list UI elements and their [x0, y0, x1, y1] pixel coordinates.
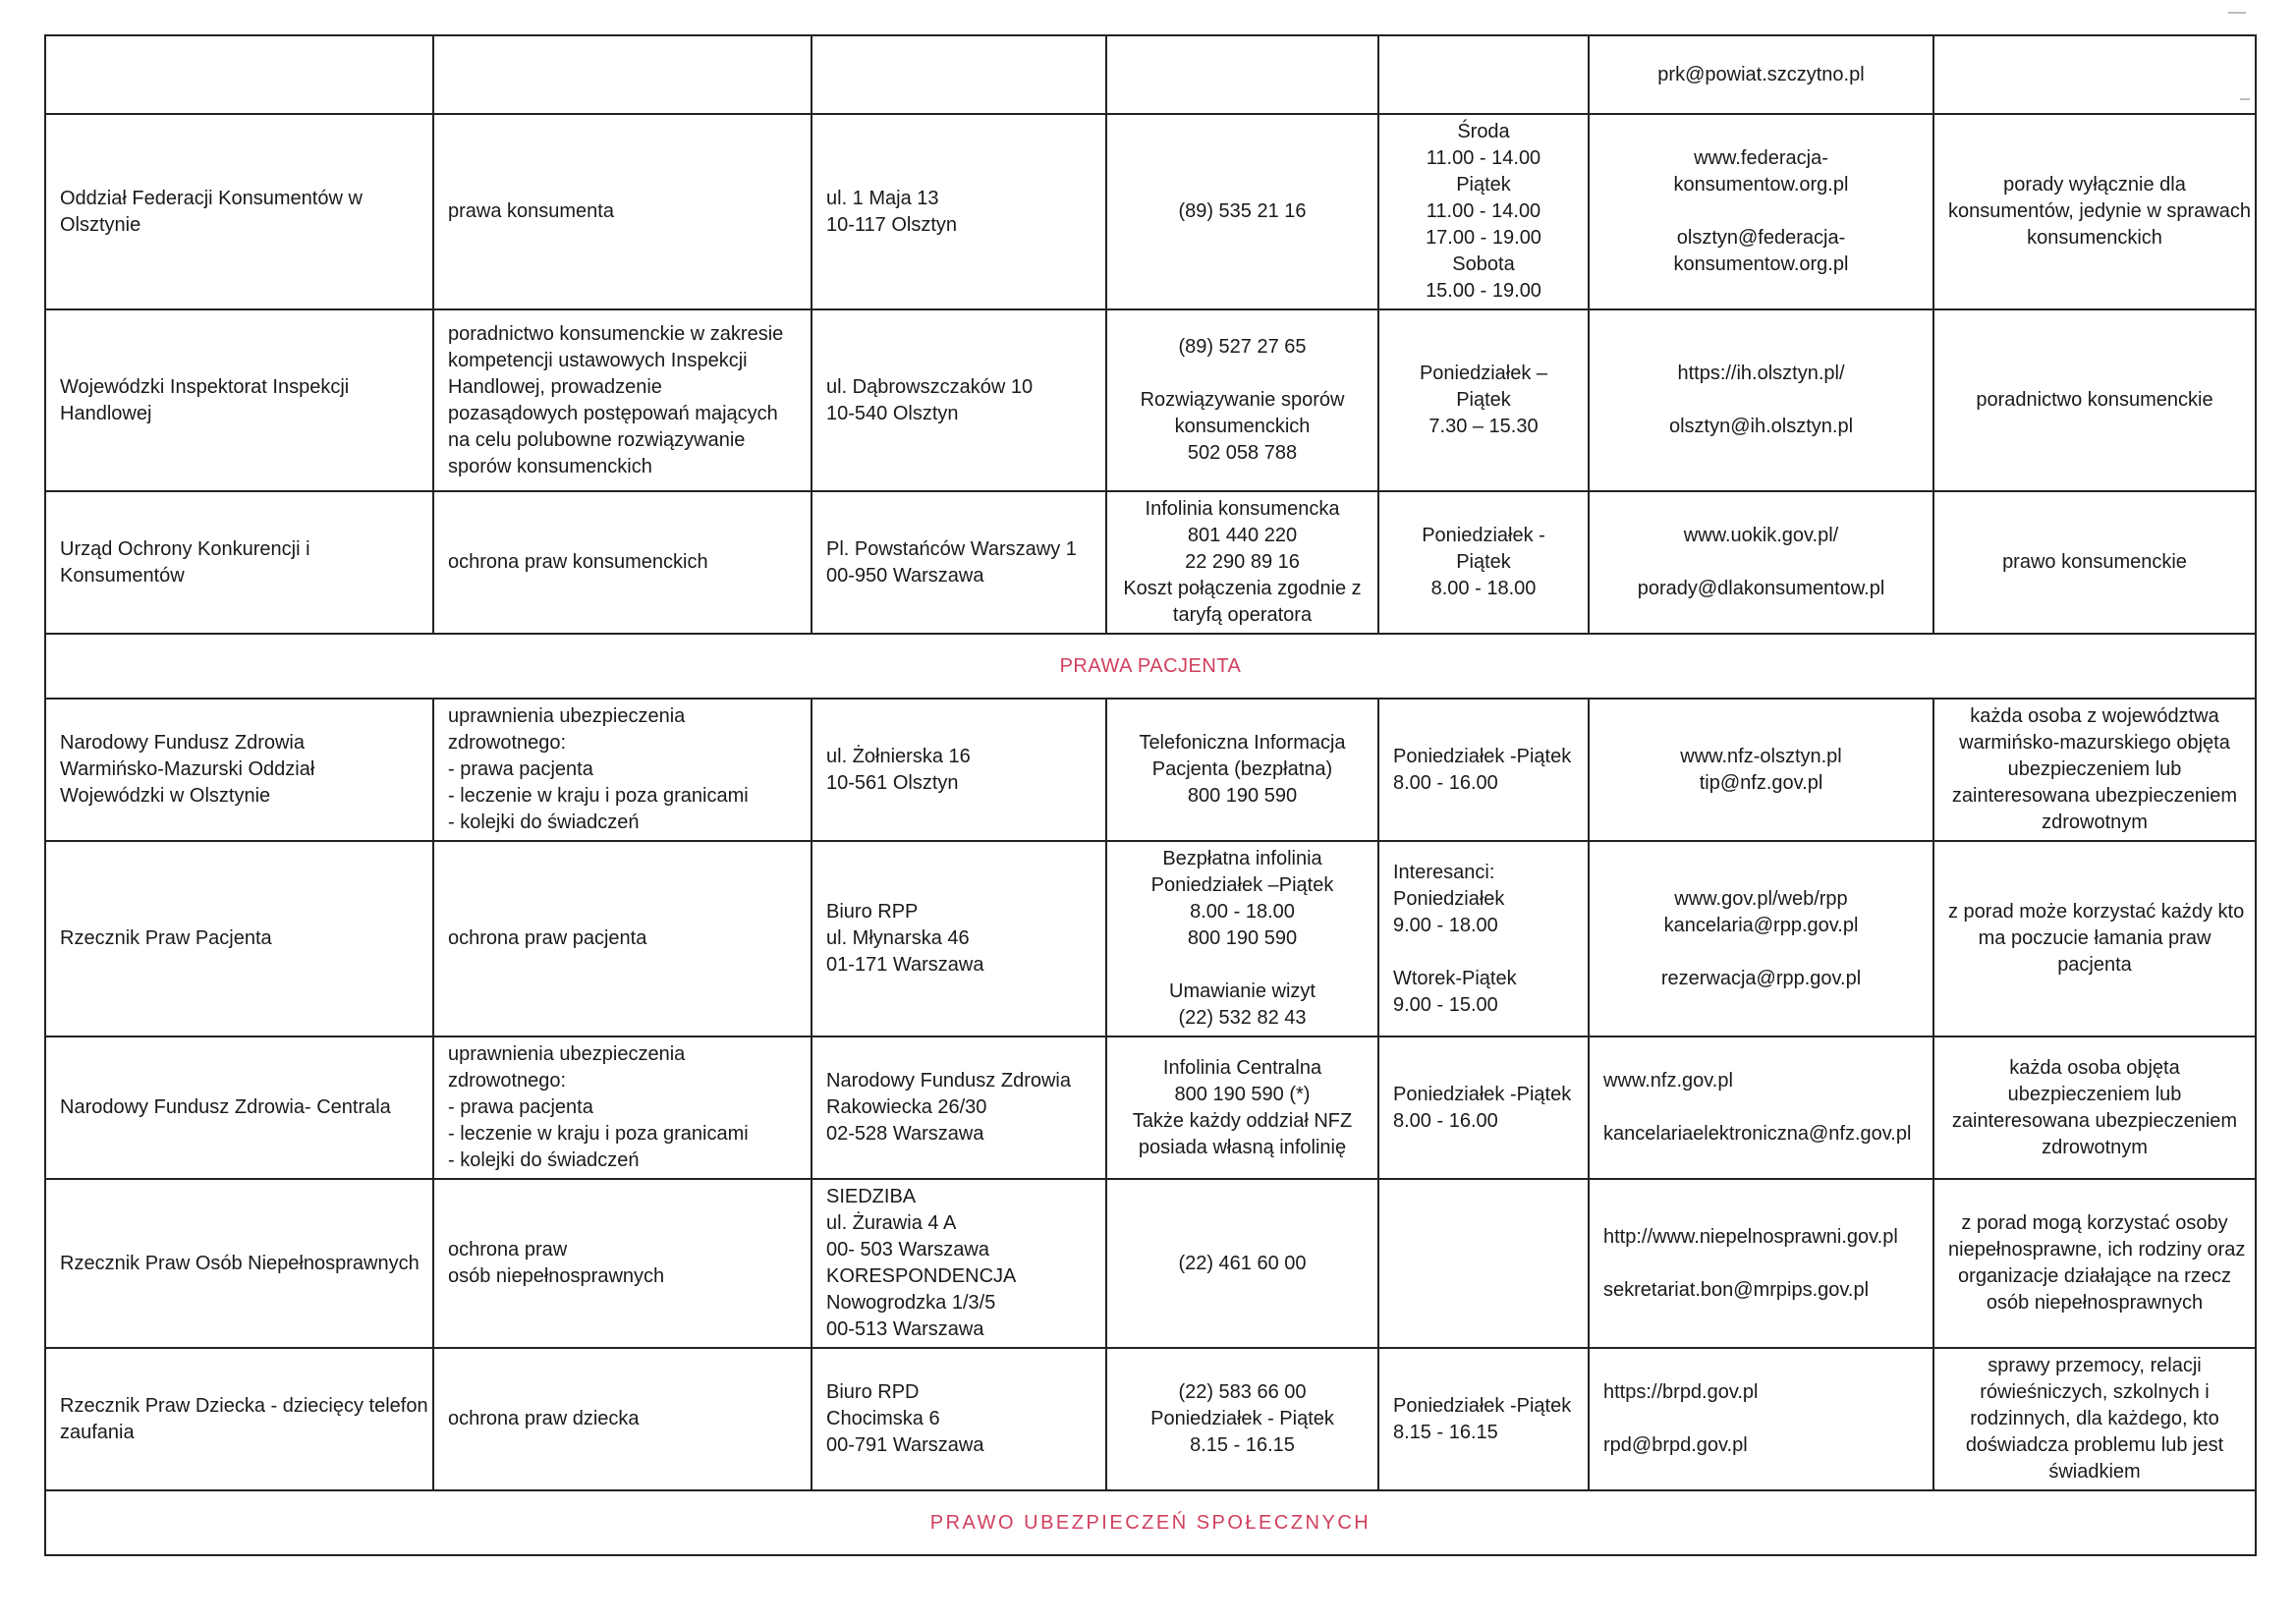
cell-contact	[1589, 35, 1933, 114]
text-line: ul. Żurawia 4 A	[826, 1212, 957, 1234]
cell-hours	[1378, 1348, 1589, 1490]
text-line: Olsztynie	[60, 213, 141, 236]
text-line: 00- 503 Warszawa	[826, 1239, 989, 1260]
text-line: 00-950 Warszawa	[826, 564, 984, 587]
table-row	[45, 699, 2256, 841]
text-line: Handlowej, prowadzenie	[448, 375, 662, 398]
text-line: ochrona praw	[448, 1239, 568, 1260]
section-heading: PRAWO UBEZPIECZEŃ SPOŁECZNYCH	[45, 1490, 2256, 1555]
text-line: Biuro RPD	[826, 1381, 920, 1403]
text-line: - prawa pacjenta	[448, 758, 593, 780]
contact-email: prk@powiat.szczytno.pl	[1657, 63, 1865, 85]
text-line: prawo konsumenckie	[2002, 551, 2187, 573]
cell-address	[812, 1036, 1106, 1179]
scan-mark	[2228, 12, 2246, 14]
text-line: zaufania	[60, 1421, 135, 1443]
text-line: ma poczucie łamania praw	[1978, 927, 2212, 949]
cell-phone	[1106, 1348, 1378, 1490]
cell-address	[812, 309, 1106, 491]
contact-line	[1603, 387, 1919, 414]
cell-hours	[1378, 1036, 1589, 1179]
text-line: 8.00 - 16.00	[1393, 1109, 1498, 1132]
text-line: Sobota	[1452, 253, 1515, 275]
table-row	[45, 1179, 2256, 1348]
text-line: konsumentów, jedynie w sprawach	[1948, 200, 2251, 222]
text-line: uprawnienia ubezpieczenia	[448, 1043, 686, 1065]
cell-name	[45, 114, 433, 309]
text-line: zainteresowana ubezpieczeniem	[1951, 1109, 2238, 1132]
text-line: osób niepełnosprawnych	[448, 1265, 665, 1287]
cell-address	[812, 1179, 1106, 1348]
text-line: (89) 535 21 16	[1178, 200, 1307, 222]
cell-scope	[433, 114, 812, 309]
text-line: Interesanci:	[1393, 861, 1495, 883]
text-line: 800 190 590	[1187, 785, 1298, 807]
text-line: (22) 532 82 43	[1178, 1007, 1307, 1029]
text-line: konsumenckich	[2027, 227, 2162, 249]
text-line	[1121, 952, 1364, 979]
text-line: Piątek	[1456, 174, 1511, 196]
text-line: (22) 583 66 00	[1178, 1381, 1307, 1403]
cell-notes	[1933, 491, 2256, 634]
text-line: organizacje działające na rzecz	[1958, 1265, 2231, 1287]
text-line: Poniedziałek -	[1422, 525, 1545, 546]
cell-name	[45, 491, 433, 634]
cell-scope	[433, 491, 812, 634]
cell-notes	[1933, 841, 2256, 1036]
table-row	[45, 1348, 2256, 1490]
text-line: ul. Dąbrowszczaków 10	[826, 375, 1034, 398]
text-line: 8.00 - 18.00	[1430, 578, 1537, 599]
text-line: Handlowej	[60, 402, 152, 424]
text-line: pozasądowych postępowań mających	[448, 402, 778, 424]
text-line: 11.00 - 14.00	[1426, 200, 1541, 222]
contact-line: porady@dlakonsumentow.pl	[1637, 578, 1885, 599]
cell-notes	[1933, 114, 2256, 309]
text-line: ubezpieczeniem lub	[2007, 758, 2182, 780]
cell-phone	[1106, 1036, 1378, 1179]
text-line: 22 290 89 16	[1185, 551, 1300, 573]
contact-line: www.uokik.gov.pl/	[1683, 525, 1839, 546]
text-line: Warmińsko-Mazurski Oddział	[60, 758, 315, 780]
text-line	[1393, 939, 1574, 966]
text-line: każda osoba objęta	[2009, 1056, 2180, 1079]
text-line: Piątek	[1456, 389, 1511, 411]
cell-name	[45, 309, 433, 491]
text-line: Poniedziałek -Piątek	[1393, 1083, 1572, 1105]
contact-line: olsztyn@ih.olsztyn.pl	[1668, 416, 1854, 437]
text-line: 502 058 788	[1187, 442, 1298, 464]
contact-line: konsumentow.org.pl	[1673, 253, 1849, 275]
text-line: ochrona praw konsumenckich	[448, 551, 708, 573]
cell-scope	[433, 1036, 812, 1179]
cell-hours	[1378, 491, 1589, 634]
cell-hours	[1378, 114, 1589, 309]
text-line: Wojewódzki Inspektorat Inspekcji	[60, 375, 350, 398]
table-row	[45, 491, 2256, 634]
text-line: poradnictwo konsumenckie w zakresie	[448, 322, 784, 345]
text-line: Także każdy oddział NFZ	[1132, 1109, 1353, 1132]
text-line: 00-513 Warszawa	[826, 1318, 984, 1340]
text-line: sprawy przemocy, relacji	[1988, 1355, 2202, 1376]
cell-scope	[433, 1348, 812, 1490]
cell-name	[45, 699, 433, 841]
cell-notes	[1933, 1036, 2256, 1179]
text-line: 800 190 590 (*)	[1174, 1083, 1311, 1105]
text-line: Piątek	[1456, 551, 1511, 573]
text-line: Poniedziałek –Piątek	[1150, 874, 1334, 896]
text-line: 02-528 Warszawa	[826, 1123, 984, 1145]
text-line: Narodowy Fundusz Zdrowia- Centrala	[60, 1096, 391, 1118]
text-line: Narodowy Fundusz Zdrowia	[60, 732, 305, 754]
contact-line: rezerwacja@rpp.gov.pl	[1660, 967, 1862, 989]
text-line: 8.00 - 16.00	[1393, 771, 1498, 794]
text-line: sporów konsumenckich	[448, 455, 652, 477]
text-line: świadkiem	[2048, 1461, 2141, 1483]
cell-name	[45, 1179, 433, 1348]
cell-address	[812, 491, 1106, 634]
text-line: Nowogrodzka 1/3/5	[826, 1292, 996, 1314]
text-line: Infolinia Centralna	[1162, 1056, 1322, 1079]
text-line: 00-791 Warszawa	[826, 1434, 984, 1456]
table-row	[45, 1036, 2256, 1179]
text-line: 801 440 220	[1187, 525, 1298, 546]
text-line: Rzecznik Praw Pacjenta	[60, 927, 272, 949]
contact-line	[1603, 198, 1919, 225]
text-line: 10-117 Olsztyn	[826, 213, 958, 236]
text-line: pacjenta	[2057, 954, 2132, 976]
text-line: 10-540 Olsztyn	[826, 402, 959, 424]
text-line: Narodowy Fundusz Zdrowia	[826, 1070, 1071, 1092]
cell-contact	[1589, 1348, 1933, 1490]
cell-address	[812, 114, 1106, 309]
text-line: zdrowotnym	[2042, 1136, 2148, 1158]
cell-notes	[1933, 699, 2256, 841]
scan-mark	[2240, 98, 2250, 100]
text-line: zdrowotnego:	[448, 732, 567, 754]
text-line: 7.30 – 15.30	[1428, 416, 1539, 437]
text-line: Biuro RPP	[826, 901, 919, 923]
cell-contact	[1589, 841, 1933, 1036]
document-page	[44, 34, 2255, 1556]
text-line: Bezpłatna infolinia	[1162, 848, 1322, 869]
contact-line: www.nfz-olsztyn.pl	[1680, 745, 1842, 767]
text-line: 8.00 - 18.00	[1190, 901, 1295, 923]
text-line: Poniedziałek –	[1419, 363, 1548, 384]
text-line: ul. 1 Maja 13	[826, 187, 939, 209]
cell-scope	[433, 699, 812, 841]
contact-line: http://www.niepelnosprawni.gov.pl	[1603, 1225, 1898, 1248]
text-line: 9.00 - 18.00	[1393, 914, 1498, 936]
text-line: uprawnienia ubezpieczenia	[448, 705, 686, 727]
text-line: (22) 461 60 00	[1178, 1252, 1307, 1274]
contact-line	[1603, 939, 1919, 966]
text-line: 01-171 Warszawa	[826, 954, 984, 976]
text-line: Umawianie wizyt	[1169, 980, 1316, 1002]
table-row	[45, 841, 2256, 1036]
text-line: zainteresowana ubezpieczeniem	[1951, 785, 2238, 807]
contact-line: https://brpd.gov.pl	[1603, 1381, 1759, 1403]
text-line: konsumenckich	[1174, 416, 1311, 437]
cell-address	[812, 841, 1106, 1036]
text-line: z porad mogą korzystać osoby	[1961, 1212, 2228, 1234]
text-line: taryfą operatora	[1172, 604, 1313, 626]
text-line: 8.15 - 16.15	[1190, 1434, 1295, 1456]
cell-contact	[1589, 309, 1933, 491]
text-line: warmińsko-mazurskiego objęta	[1959, 732, 2230, 754]
cell-name	[45, 841, 433, 1036]
contact-line	[1603, 549, 1919, 576]
text-line: - prawa pacjenta	[448, 1096, 593, 1118]
text-line: 800 190 590	[1187, 927, 1298, 949]
cell-contact	[1589, 1036, 1933, 1179]
text-line: na celu polubowne rozwiązywanie	[448, 428, 746, 451]
text-line: poradnictwo konsumenckie	[1976, 389, 2213, 411]
text-line: prawa konsumenta	[448, 200, 614, 222]
cell-hours	[1378, 1179, 1589, 1348]
cell-scope	[433, 841, 812, 1036]
contact-line	[1603, 1251, 1919, 1277]
cell-phone	[1106, 114, 1378, 309]
text-line: 9.00 - 15.00	[1393, 993, 1498, 1016]
text-line: Koszt połączenia zgodnie z	[1123, 578, 1362, 599]
contact-line: konsumentow.org.pl	[1673, 174, 1849, 196]
cell-address	[812, 1348, 1106, 1490]
text-line: posiada własną infolinię	[1138, 1136, 1347, 1158]
text-line: zdrowotnym	[2042, 812, 2148, 833]
text-line: Wtorek-Piątek	[1393, 967, 1517, 989]
contact-line: kancelariaelektroniczna@nfz.gov.pl	[1603, 1123, 1912, 1145]
text-line: porady wyłącznie dla	[2003, 174, 2186, 196]
text-line: z porad może korzystać każdy kto	[1948, 901, 2245, 923]
cell-notes	[1933, 35, 2256, 114]
text-line: ochrona praw pacjenta	[448, 927, 647, 949]
cell-phone	[1106, 699, 1378, 841]
contact-line: https://ih.olsztyn.pl/	[1677, 363, 1845, 384]
text-line: Rozwiązywanie sporów	[1140, 389, 1345, 411]
cell-address	[812, 35, 1106, 114]
text-line: Rzecznik Praw Osób Niepełnosprawnych	[60, 1252, 420, 1274]
top-row	[45, 35, 2256, 114]
text-line: SIEDZIBA	[826, 1186, 917, 1207]
text-line: ubezpieczeniem lub	[2007, 1083, 2182, 1105]
text-line: Rzecznik Praw Dziecka - dziecięcy telefon	[60, 1394, 428, 1417]
cell-contact	[1589, 491, 1933, 634]
cell-hours	[1378, 309, 1589, 491]
cell-hours	[1378, 35, 1589, 114]
contact-line	[1603, 1094, 1919, 1121]
contact-line: kancelaria@rpp.gov.pl	[1663, 914, 1859, 936]
text-line: Pacjenta (bezpłatna)	[1151, 758, 1333, 780]
text-line: Poniedziałek - Piątek	[1150, 1408, 1334, 1429]
cell-scope	[433, 1179, 812, 1348]
text-line: (89) 527 27 65	[1178, 336, 1307, 358]
text-line: Wojewódzki w Olsztynie	[60, 785, 271, 807]
text-line: Poniedziałek -Piątek	[1393, 1394, 1572, 1417]
cell-name	[45, 35, 433, 114]
text-line: kompetencji ustawowych Inspekcji	[448, 349, 748, 371]
contact-line: olsztyn@federacja-	[1676, 227, 1846, 249]
text-line: niepełnosprawne, ich rodziny oraz	[1948, 1239, 2246, 1260]
text-line: rodzinnych, dla każdego, kto	[1970, 1408, 2219, 1429]
cell-notes	[1933, 1348, 2256, 1490]
cell-phone	[1106, 35, 1378, 114]
text-line: Oddział Federacji Konsumentów w	[60, 187, 363, 209]
text-line: - kolejki do świadczeń	[448, 1149, 640, 1171]
cell-notes	[1933, 1179, 2256, 1348]
cell-address	[812, 699, 1106, 841]
cell-name	[45, 1036, 433, 1179]
text-line: Poniedziałek -Piątek	[1393, 745, 1572, 767]
text-line: Urząd Ochrony Konkurencji i	[60, 537, 310, 560]
text-line: 17.00 - 19.00	[1426, 227, 1541, 249]
legal-aid-table	[44, 34, 2257, 1556]
contact-line: tip@nfz.gov.pl	[1699, 771, 1823, 794]
text-line: Poniedziałek	[1393, 887, 1505, 910]
cell-phone	[1106, 1179, 1378, 1348]
text-line: ul. Młynarska 46	[826, 927, 970, 949]
cell-phone	[1106, 841, 1378, 1036]
text-line: - kolejki do świadczeń	[448, 812, 640, 833]
cell-phone	[1106, 491, 1378, 634]
text-line: Rakowiecka 26/30	[826, 1096, 987, 1118]
cell-contact	[1589, 1179, 1933, 1348]
table-row	[45, 309, 2256, 491]
cell-phone	[1106, 309, 1378, 491]
cell-scope	[433, 309, 812, 491]
text-line: KORESPONDENCJA	[826, 1265, 1017, 1287]
text-line: Telefoniczna Informacja	[1139, 732, 1346, 754]
table-row	[45, 114, 2256, 309]
contact-line: rpd@brpd.gov.pl	[1603, 1434, 1748, 1456]
text-line: 15.00 - 19.00	[1426, 280, 1541, 302]
text-line: ochrona praw dziecka	[448, 1408, 640, 1429]
section-heading: PRAWA PACJENTA	[45, 634, 2256, 699]
text-line: doświadcza problemu lub jest	[1965, 1434, 2224, 1456]
cell-hours	[1378, 699, 1589, 841]
text-line: 11.00 - 14.00	[1426, 147, 1541, 169]
text-line: rówieśniczych, szkolnych i	[1980, 1381, 2210, 1403]
text-line: każda osoba z województwa	[1970, 705, 2219, 727]
cell-name	[45, 1348, 433, 1490]
cell-hours	[1378, 841, 1589, 1036]
text-line: ul. Żołnierska 16	[826, 745, 971, 767]
text-line: 10-561 Olsztyn	[826, 771, 959, 794]
contact-line: www.federacja-	[1694, 147, 1828, 169]
cell-contact	[1589, 699, 1933, 841]
contact-line: sekretariat.bon@mrpips.gov.pl	[1603, 1278, 1870, 1301]
cell-notes	[1933, 309, 2256, 491]
text-line: Środa	[1457, 121, 1510, 142]
text-line: Chocimska 6	[826, 1408, 940, 1429]
text-line: osób niepełnosprawnych	[1986, 1292, 2204, 1314]
text-line	[1121, 361, 1364, 387]
cell-scope	[433, 35, 812, 114]
text-line: - leczenie w kraju i poza granicami	[448, 785, 749, 807]
text-line: - leczenie w kraju i poza granicami	[448, 1123, 749, 1145]
text-line: Infolinia konsumencka	[1145, 498, 1340, 520]
section-row	[45, 634, 2256, 699]
text-line: zdrowotnego:	[448, 1070, 567, 1092]
section-row	[45, 1490, 2256, 1555]
text-line: Pl. Powstańców Warszawy 1	[826, 537, 1077, 560]
contact-line: www.nfz.gov.pl	[1603, 1070, 1733, 1092]
contact-line	[1603, 1406, 1919, 1432]
contact-line: www.gov.pl/web/rpp	[1674, 887, 1848, 910]
cell-contact	[1589, 114, 1933, 309]
text-line: 8.15 - 16.15	[1393, 1421, 1498, 1443]
text-line: Konsumentów	[60, 564, 185, 587]
